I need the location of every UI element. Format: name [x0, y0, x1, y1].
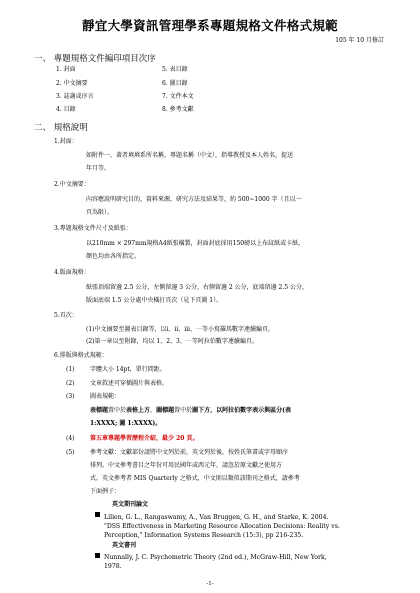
- pages-label: 5.頁次：: [54, 312, 78, 319]
- black-square-icon: [95, 502, 100, 521]
- figure-table-rule-line-2: 1:XXXX; 圖 1:XXXX)。: [90, 420, 162, 427]
- list-item: 1. 封面: [56, 66, 76, 73]
- list-item: 2. 中文摘要: [56, 80, 88, 87]
- reference-line: Perception," Information Systems Research (15:3), pp 216-235.: [104, 532, 304, 539]
- section-2-heading: 二、 規格說明: [34, 123, 88, 133]
- typeset-item: 字體大小 14pt，單行間距。: [90, 366, 166, 373]
- rule-text: 表標題: [90, 407, 109, 414]
- item-number: (4): [66, 435, 75, 442]
- abstract-text-line: 內容應說明研究目的，資料來源，研究方法及結果等，約 500~1000 字（且以一: [86, 196, 302, 203]
- learning-chapter-requirement: 第五章專題學習歷程介紹，最少 20 頁。: [90, 435, 199, 442]
- layout-text-line: 紙張頂端留邊 2.5 公分，左側留邊 3 公分，右側留邊 2 公分，底端留邊 2.5 公分，: [86, 284, 308, 291]
- size-label: 3.專題規格文件尺寸及紙張：: [54, 225, 132, 232]
- section-1-heading: 一、 專題規格文件編印項目次序: [34, 54, 156, 64]
- size-text-line: 顏色均由各所指定。: [86, 253, 141, 260]
- rule-text: ，以阿拉伯數字表示與區分(表: [210, 407, 291, 414]
- typeset-label: 6.排版與格式規範：: [54, 352, 108, 359]
- layout-text-line: 版面底端 1.5 公分處中央橫打頁次（見下頁圖 1）。: [86, 297, 223, 304]
- item-number: (1): [66, 366, 75, 373]
- revision-date: 105 年 10 月修訂: [335, 37, 384, 44]
- rule-text: 圖標題: [156, 407, 175, 414]
- reference-line: Lilien, G. L., Rangaswamy, A., Van Bruggen, G. H., and Starke, K. 2004.: [104, 514, 329, 521]
- references-text-line: 參考文獻：文獻部份請將中文列於前，英文列於後，按姓氏筆畫或字母順序: [90, 449, 289, 456]
- list-item: 6. 圖目錄: [162, 80, 188, 87]
- page-number: -1-: [206, 581, 214, 587]
- figure-table-rule: [90, 407, 291, 414]
- references-text-line: 式。英文參考者 MIS Quarterly 之格式，中文則以類似該期刊之格式，請參考: [90, 475, 300, 482]
- reference-heading-book: 英文書刊: [112, 542, 137, 549]
- layout-label: 4.版面規格：: [54, 269, 90, 276]
- reference-heading-journal: 英文期刊論文: [112, 501, 149, 508]
- references-text-line: 下面例子：: [90, 488, 121, 495]
- list-item: 4. 目錄: [56, 106, 76, 113]
- cover-text-line: 年月等。: [86, 165, 111, 172]
- document-title: 靜宜大學資訊管理學系專題規格文件格式規範: [81, 18, 338, 33]
- item-number: (5): [66, 449, 75, 456]
- reference-line: Nunnally, J. C. Psychometric Theory (2nd ed.), McGraw-Hill, New York,: [104, 554, 327, 561]
- black-square-icon: [95, 543, 100, 562]
- rule-text: 表格上方: [126, 407, 151, 414]
- list-item: 5. 表目錄: [162, 66, 188, 73]
- rule-text: 圖下方: [192, 407, 211, 414]
- list-item: 7. 文件本文: [162, 93, 194, 100]
- item-number: (3): [66, 393, 75, 400]
- size-text-line: 以210mm × 297mm規格A4紙張橫製，封面封底採用150磅以上布紋紙或卡紙，: [86, 240, 305, 247]
- rule-text: 置中於: [108, 407, 127, 414]
- rule-text: ，: [150, 407, 157, 414]
- references-text-line: 排列。中文參考書目之年份可用民國年或西元年，請忽於原文獻之使用方: [90, 462, 283, 469]
- list-item: 8. 參考文獻: [162, 106, 194, 113]
- pages-text-line: (2)第一章以至附錄，均以 1、2、3、⋯等阿拉伯數字連續編頁。: [86, 338, 258, 345]
- list-item: 3. 誌謝或序言: [56, 93, 94, 100]
- rule-text: 置中於: [174, 407, 193, 414]
- item-number: (2): [66, 380, 75, 387]
- abstract-text-line: 頁為限）。: [86, 209, 114, 216]
- typeset-item: 文章敘述可穿插圖片與表格。: [90, 380, 169, 387]
- abstract-label: 2.中文摘要：: [54, 181, 90, 188]
- typeset-item: 圖表規範：: [90, 393, 121, 400]
- reference-line: "DSS Effectiveness in Marketing Resource Allocation Decisions: Reality vs.: [104, 523, 340, 530]
- pages-text-line: (1)中文摘要至圖表目錄等，以ⅰ、ⅱ、ⅲ、⋯等小寫羅馬數字連續編頁。: [86, 326, 275, 333]
- cover-text-line: 如附件一，著者填填系所名稱，專題名稱（中文），指導教授及本人姓名，提送: [86, 152, 294, 159]
- reference-line: 1978.: [104, 563, 122, 570]
- cover-label: 1.封面：: [54, 138, 78, 145]
